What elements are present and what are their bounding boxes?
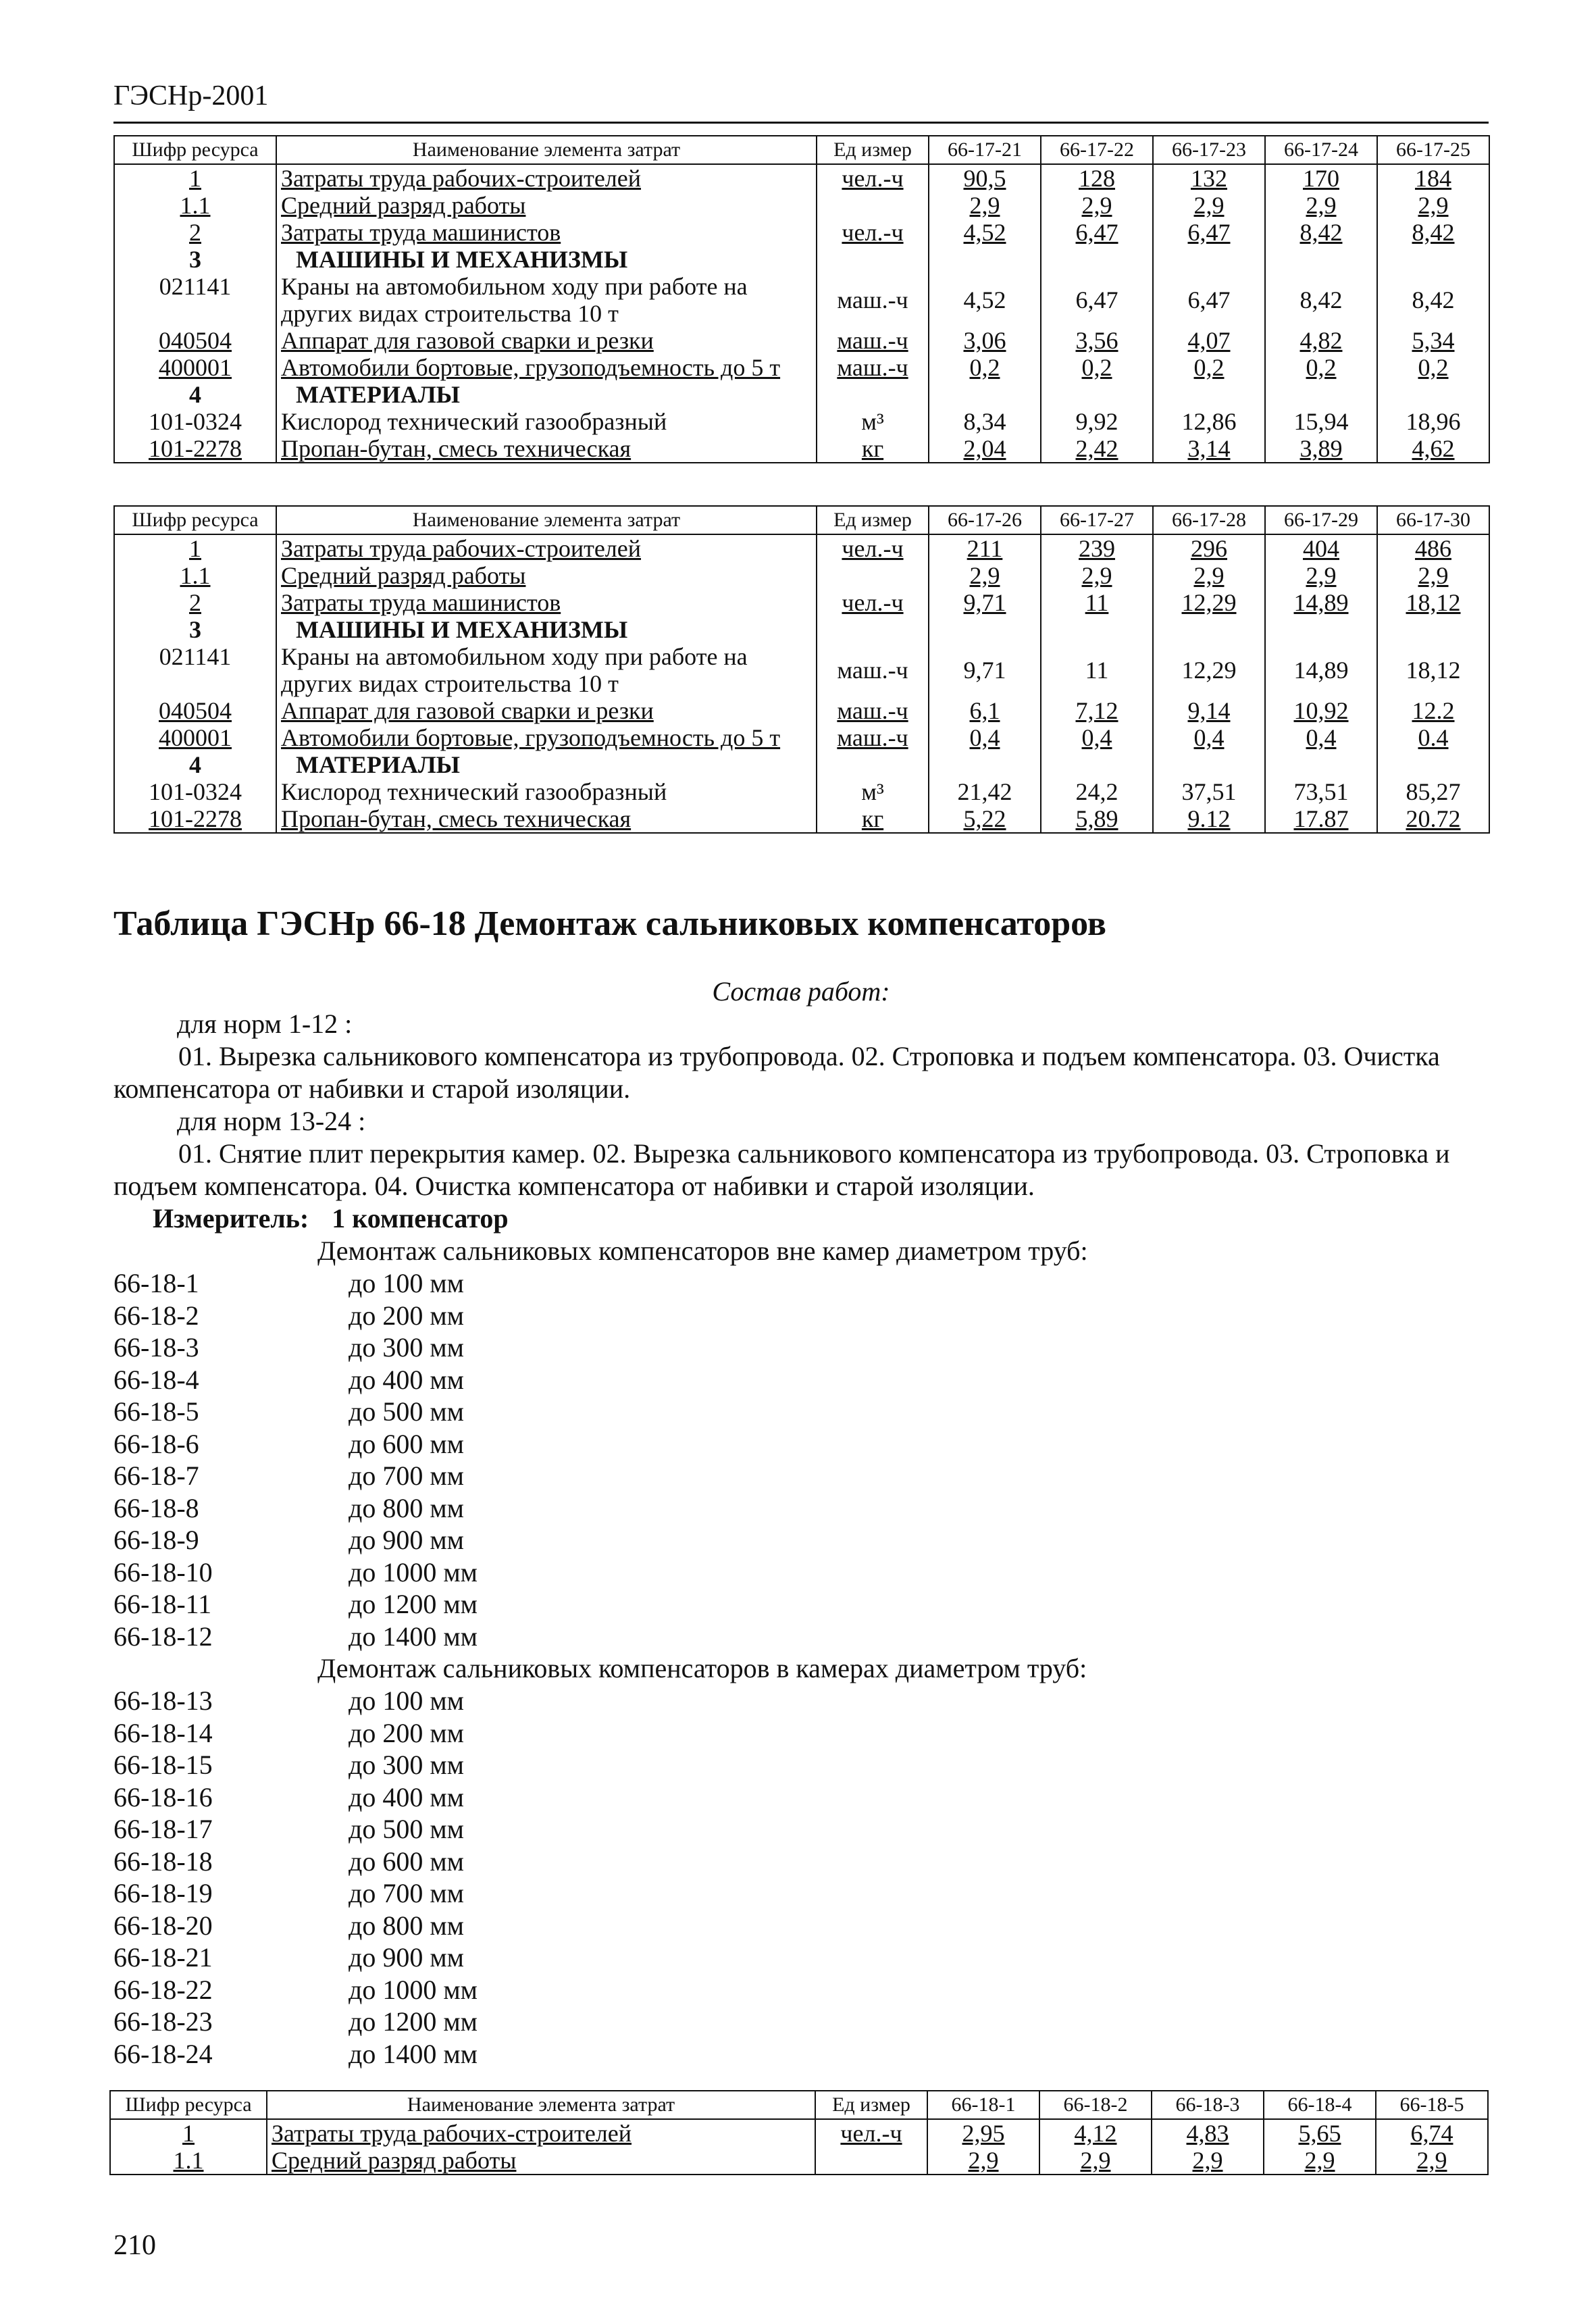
- cell-unit: [817, 562, 929, 589]
- cell-value: 2,9: [1265, 192, 1377, 219]
- cell-code: 101-2278: [114, 435, 276, 463]
- cell-unit: маш.-ч: [817, 697, 929, 724]
- running-header: ГЭСНр-2001: [113, 80, 269, 111]
- cell-value: 6,47: [1041, 273, 1153, 327]
- col-header-norm: 66-17-29: [1265, 506, 1377, 534]
- cell-value: 4,62: [1377, 435, 1489, 463]
- norm-code: 66-18-15: [113, 1750, 213, 1780]
- list-item: [113, 1813, 478, 1846]
- cell-name: Кислород технический газообразный: [276, 408, 817, 435]
- norm-code: 66-18-13: [113, 1685, 213, 1716]
- cell-value: 2,42: [1041, 435, 1153, 463]
- cell-value: 0,2: [1153, 354, 1265, 381]
- page-number: 210: [113, 2230, 156, 2261]
- cell-value: 132: [1153, 164, 1265, 192]
- cell-value: 8,42: [1265, 273, 1377, 327]
- list-item: [113, 1974, 478, 2006]
- section-row: [114, 246, 1489, 273]
- table-header-row: [114, 506, 1489, 534]
- section-row: [114, 616, 1489, 643]
- norm-desc: до 300 мм: [349, 1750, 464, 1780]
- cell-unit: маш.-ч: [817, 354, 929, 381]
- cell-value: 404: [1265, 534, 1377, 562]
- col-header-norm: 66-18-4: [1264, 2091, 1376, 2119]
- col-header-unit: Ед измер: [817, 506, 929, 534]
- list-item: [113, 1941, 478, 1974]
- cell-unit: маш.-ч: [817, 724, 929, 751]
- table-row: [114, 408, 1489, 435]
- cell-name: Затраты труда машинистов: [276, 219, 817, 246]
- col-header-name: Наименование элемента затрат: [276, 136, 817, 164]
- table-header-row: [114, 136, 1489, 164]
- cell-value: 8,42: [1265, 219, 1377, 246]
- cell-name: Затраты труда рабочих-строителей: [276, 164, 817, 192]
- cell-unit: чел.-ч: [817, 219, 929, 246]
- cell-unit: [817, 192, 929, 219]
- table-row: [114, 435, 1489, 463]
- list-item: [113, 1685, 478, 1717]
- norm-desc: до 200 мм: [349, 1300, 464, 1331]
- cell-value: 3,56: [1041, 327, 1153, 354]
- table-row: [114, 589, 1489, 616]
- section-row: [114, 381, 1489, 408]
- list-item: [113, 1524, 478, 1556]
- norm-desc: до 1400 мм: [349, 2038, 478, 2069]
- cell-code: 101-0324: [114, 778, 276, 805]
- col-header-norm: 66-17-27: [1041, 506, 1153, 534]
- list-item: [113, 1588, 478, 1621]
- col-header-norm: 66-17-28: [1153, 506, 1265, 534]
- cell-unit: маш.-ч: [817, 273, 929, 327]
- cell-value: 128: [1041, 164, 1153, 192]
- list-item: [113, 1428, 478, 1460]
- cell-value: 2,04: [929, 435, 1041, 463]
- cell-code: 1.1: [114, 192, 276, 219]
- meter-label: Измеритель:: [153, 1203, 309, 1234]
- header-rule: [113, 122, 1489, 124]
- list-item: [113, 2006, 478, 2038]
- section-row: [114, 751, 1489, 778]
- cell-value: 170: [1265, 164, 1377, 192]
- norm-code: 66-18-12: [113, 1621, 213, 1652]
- table-row: [114, 643, 1489, 697]
- cell-unit: чел.-ч: [817, 534, 929, 562]
- norm-desc: до 1200 мм: [349, 2006, 478, 2037]
- cell-name: Автомобили бортовые, грузоподъемность до 5 т: [276, 724, 817, 751]
- cell-unit: чел.-ч: [817, 164, 929, 192]
- norms-13-24-label: для норм 13-24 :: [177, 1106, 366, 1136]
- col-header-norm: 66-18-2: [1039, 2091, 1152, 2119]
- table-row: [114, 354, 1489, 381]
- table-header-row: [110, 2091, 1488, 2119]
- norm-list-in-chambers: [113, 1685, 478, 2070]
- cell-name: Средний разряд работы: [276, 562, 817, 589]
- cell-value: 4,83: [1152, 2119, 1264, 2147]
- section-title: МАШИНЫ И МЕХАНИЗМЫ: [276, 616, 817, 643]
- section-title: Таблица ГЭСНр 66-18 Демонтаж сальниковых компенсаторов: [113, 905, 1106, 943]
- cell-value: 7,12: [1041, 697, 1153, 724]
- norms-1-12-text: 01. Вырезка сальникового компенсатора из трубопровода. 02. Строповка и подъем компенсатора. 03. Очистка компенсатора от набивки и старой изоляции.: [113, 1041, 1440, 1104]
- norm-desc: до 1000 мм: [349, 1974, 478, 2005]
- cell-value: 0,2: [929, 354, 1041, 381]
- norm-code: 66-18-4: [113, 1364, 199, 1395]
- col-header-unit: Ед измер: [817, 136, 929, 164]
- norm-code: 66-18-6: [113, 1428, 199, 1459]
- list-item: [113, 1331, 478, 1364]
- table-row: [114, 273, 1489, 327]
- cell-value: 2,9: [929, 192, 1041, 219]
- cell-name: Затраты труда рабочих-строителей: [276, 534, 817, 562]
- norm-desc: до 1000 мм: [349, 1556, 478, 1587]
- col-header-norm: 66-18-1: [927, 2091, 1039, 2119]
- list-item: [113, 1749, 478, 1781]
- col-header-norm: 66-17-25: [1377, 136, 1489, 164]
- col-header-norm: 66-17-24: [1265, 136, 1377, 164]
- cell-name: Средний разряд работы: [276, 192, 817, 219]
- cell-code: 040504: [114, 327, 276, 354]
- cell-value: 4,07: [1153, 327, 1265, 354]
- cell-value: 6,1: [929, 697, 1041, 724]
- cell-value: 3,06: [929, 327, 1041, 354]
- cell-value: 37,51: [1153, 778, 1265, 805]
- cell-value: 0,2: [1377, 354, 1489, 381]
- cell-unit: чел.-ч: [817, 589, 929, 616]
- cell-value: 90,5: [929, 164, 1041, 192]
- cell-code: 2: [114, 219, 276, 246]
- cell-unit: маш.-ч: [817, 327, 929, 354]
- cell-value: 21,42: [929, 778, 1041, 805]
- norm-desc: до 700 мм: [349, 1460, 464, 1491]
- cell-unit: кг: [817, 435, 929, 463]
- norm-desc: до 500 мм: [349, 1396, 464, 1427]
- cell-unit: [815, 2147, 927, 2175]
- list-item: [113, 1364, 478, 1396]
- cell-value: 2,9: [1153, 562, 1265, 589]
- table-row: [110, 2147, 1488, 2175]
- cell-value: 73,51: [1265, 778, 1377, 805]
- list-item: [113, 1717, 478, 1750]
- cell-value: 2,9: [1264, 2147, 1376, 2175]
- table-row: [110, 2119, 1488, 2147]
- norm-desc: до 100 мм: [349, 1685, 464, 1716]
- cell-value: 8,42: [1377, 273, 1489, 327]
- norm-desc: до 400 мм: [349, 1364, 464, 1395]
- norm-desc: до 300 мм: [349, 1332, 464, 1363]
- norm-desc: до 800 мм: [349, 1910, 464, 1941]
- table-row: [114, 562, 1489, 589]
- col-header-code: Шифр ресурса: [110, 2091, 267, 2119]
- norm-code: 66-18-16: [113, 1781, 213, 1812]
- meter-value: 1 компенсатор: [332, 1203, 509, 1234]
- col-header-norm: 66-18-5: [1376, 2091, 1488, 2119]
- list-item: [113, 1396, 478, 1428]
- cell-value: 2,9: [1153, 192, 1265, 219]
- norm-code: 66-18-10: [113, 1556, 213, 1587]
- norm-code: 66-18-5: [113, 1396, 199, 1427]
- table-row: [114, 534, 1489, 562]
- cell-value: 2,9: [1041, 562, 1153, 589]
- group1-heading: Демонтаж сальниковых компенсаторов вне камер диаметром труб:: [317, 1236, 1088, 1266]
- cell-value: 18,12: [1377, 643, 1489, 697]
- cell-name: Пропан-бутан, смесь техническая: [276, 805, 817, 833]
- cell-value: 4,52: [929, 219, 1041, 246]
- norm-code: 66-18-22: [113, 1974, 213, 2005]
- cell-name: Краны на автомобильном ходу при работе на других видах строительства 10 т: [276, 273, 817, 327]
- cell-code: 1: [114, 164, 276, 192]
- cell-name: Краны на автомобильном ходу при работе на других видах строительства 10 т: [276, 643, 817, 697]
- cell-code: 021141: [114, 273, 276, 327]
- cell-value: 6,47: [1041, 219, 1153, 246]
- cell-value: 0,2: [1041, 354, 1153, 381]
- cell-value: 2,9: [1377, 192, 1489, 219]
- group2-heading: Демонтаж сальниковых компенсаторов в камерах диаметром труб:: [317, 1653, 1087, 1683]
- norm-code: 66-18-2: [113, 1300, 199, 1331]
- resource-table-2: [113, 505, 1490, 834]
- cell-value: 0,4: [929, 724, 1041, 751]
- cell-value: 5,89: [1041, 805, 1153, 833]
- cell-value: 2,9: [1152, 2147, 1264, 2175]
- cell-value: 6,47: [1153, 273, 1265, 327]
- cell-value: 0.4: [1377, 724, 1489, 751]
- cell-value: 5,22: [929, 805, 1041, 833]
- cell-value: 12,29: [1153, 643, 1265, 697]
- cell-value: 2,9: [1041, 192, 1153, 219]
- cell-code: 400001: [114, 354, 276, 381]
- cell-value: 2,9: [1377, 562, 1489, 589]
- cell-unit: кг: [817, 805, 929, 833]
- cell-value: 14,89: [1265, 589, 1377, 616]
- col-header-norm: 66-17-23: [1153, 136, 1265, 164]
- cell-value: 17.87: [1265, 805, 1377, 833]
- cell-code: 3: [114, 616, 276, 643]
- cell-code: 400001: [114, 724, 276, 751]
- norm-code: 66-18-8: [113, 1492, 199, 1523]
- cell-value: 4,82: [1265, 327, 1377, 354]
- cell-name: Средний разряд работы: [267, 2147, 815, 2175]
- cell-code: 4: [114, 381, 276, 408]
- cell-name: Кислород технический газообразный: [276, 778, 817, 805]
- cell-value: 3,89: [1265, 435, 1377, 463]
- norm-desc: до 600 мм: [349, 1846, 464, 1877]
- norm-desc: до 600 мм: [349, 1428, 464, 1459]
- cell-value: 14,89: [1265, 643, 1377, 697]
- cell-value: 184: [1377, 164, 1489, 192]
- norms-13-24-text: 01. Снятие плит перекрытия камер. 02. Вырезка сальникового компенсатора из трубопровода. 03. Строповка и подъем компенсатора. 04. Очистка компенсатора от набивки и старой изоляции.: [113, 1138, 1450, 1201]
- cell-value: 5,34: [1377, 327, 1489, 354]
- cell-value: 2,95: [927, 2119, 1039, 2147]
- cell-unit: маш.-ч: [817, 643, 929, 697]
- cell-value: 486: [1377, 534, 1489, 562]
- cell-name: Затраты труда машинистов: [276, 589, 817, 616]
- norm-code: 66-18-23: [113, 2006, 213, 2037]
- norm-desc: до 900 мм: [349, 1525, 464, 1555]
- cell-code: 2: [114, 589, 276, 616]
- cell-code: 1.1: [114, 562, 276, 589]
- table-row: [114, 697, 1489, 724]
- norm-desc: до 500 мм: [349, 1814, 464, 1844]
- norm-code: 66-18-3: [113, 1332, 199, 1363]
- col-header-name: Наименование элемента затрат: [267, 2091, 815, 2119]
- cell-value: 2,9: [1376, 2147, 1488, 2175]
- cell-name: Затраты труда рабочих-строителей: [267, 2119, 815, 2147]
- cell-value: 239: [1041, 534, 1153, 562]
- norm-desc: до 400 мм: [349, 1781, 464, 1812]
- cell-value: 9,71: [929, 589, 1041, 616]
- list-item: [113, 2038, 478, 2070]
- list-item: [113, 1621, 478, 1653]
- list-item: [113, 1846, 478, 1878]
- col-header-norm: 66-18-3: [1152, 2091, 1264, 2119]
- table-row: [114, 164, 1489, 192]
- cell-value: 12,29: [1153, 589, 1265, 616]
- norm-list-outside-chambers: [113, 1267, 478, 1652]
- cell-value: 9,14: [1153, 697, 1265, 724]
- cell-code: 040504: [114, 697, 276, 724]
- table-row: [114, 778, 1489, 805]
- table-row: [114, 219, 1489, 246]
- col-header-norm: 66-17-30: [1377, 506, 1489, 534]
- cell-value: 9,71: [929, 643, 1041, 697]
- resource-table-3: [109, 2090, 1489, 2175]
- col-header-code: Шифр ресурса: [114, 136, 276, 164]
- cell-value: 18,96: [1377, 408, 1489, 435]
- list-item: [113, 1556, 478, 1589]
- cell-value: 5,65: [1264, 2119, 1376, 2147]
- col-header-norm: 66-17-26: [929, 506, 1041, 534]
- cell-value: 85,27: [1377, 778, 1489, 805]
- norm-code: 66-18-11: [113, 1589, 212, 1619]
- norm-code: 66-18-19: [113, 1878, 213, 1908]
- cell-value: 2,9: [929, 562, 1041, 589]
- col-header-norm: 66-17-22: [1041, 136, 1153, 164]
- cell-value: 9,92: [1041, 408, 1153, 435]
- cell-value: 4,52: [929, 273, 1041, 327]
- norm-code: 66-18-18: [113, 1846, 213, 1877]
- section-title: МАТЕРИАЛЫ: [276, 751, 817, 778]
- cell-code: 1: [114, 534, 276, 562]
- cell-name: Аппарат для газовой сварки и резки: [276, 327, 817, 354]
- cell-code: 101-2278: [114, 805, 276, 833]
- norm-code: 66-18-1: [113, 1268, 199, 1298]
- norm-desc: до 800 мм: [349, 1492, 464, 1523]
- cell-value: 6,47: [1153, 219, 1265, 246]
- norm-code: 66-18-24: [113, 2038, 213, 2069]
- norm-desc: до 200 мм: [349, 1717, 464, 1748]
- col-header-name: Наименование элемента затрат: [276, 506, 817, 534]
- cell-value: 4,12: [1039, 2119, 1152, 2147]
- cell-code: 101-0324: [114, 408, 276, 435]
- cell-code: 1: [110, 2119, 267, 2147]
- list-item: [113, 1910, 478, 1942]
- norms-1-12-label: для норм 1-12 :: [177, 1009, 353, 1039]
- cell-value: 15,94: [1265, 408, 1377, 435]
- cell-value: 2,9: [1039, 2147, 1152, 2175]
- cell-value: 3,14: [1153, 435, 1265, 463]
- col-header-norm: 66-17-21: [929, 136, 1041, 164]
- cell-value: 6,74: [1376, 2119, 1488, 2147]
- table-row: [114, 805, 1489, 833]
- cell-value: 0,4: [1265, 724, 1377, 751]
- resource-table-1: [113, 135, 1490, 463]
- cell-value: 20.72: [1377, 805, 1489, 833]
- cell-value: 18,12: [1377, 589, 1489, 616]
- cell-value: 11: [1041, 589, 1153, 616]
- table-row: [114, 724, 1489, 751]
- cell-unit: м³: [817, 408, 929, 435]
- cell-value: 2,9: [1265, 562, 1377, 589]
- cell-name: Пропан-бутан, смесь техническая: [276, 435, 817, 463]
- cell-value: 11: [1041, 643, 1153, 697]
- norm-desc: до 700 мм: [349, 1878, 464, 1908]
- cell-value: 0,2: [1265, 354, 1377, 381]
- cell-value: 8,42: [1377, 219, 1489, 246]
- cell-value: 10,92: [1265, 697, 1377, 724]
- cell-value: 9.12: [1153, 805, 1265, 833]
- section-title: МАШИНЫ И МЕХАНИЗМЫ: [276, 246, 817, 273]
- cell-code: 1.1: [110, 2147, 267, 2175]
- norm-desc: до 900 мм: [349, 1942, 464, 1973]
- norm-code: 66-18-9: [113, 1525, 199, 1555]
- cell-name: Автомобили бортовые, грузоподъемность до 5 т: [276, 354, 817, 381]
- cell-name: Аппарат для газовой сварки и резки: [276, 697, 817, 724]
- cell-code: 4: [114, 751, 276, 778]
- list-item: [113, 1877, 478, 1910]
- cell-value: 24,2: [1041, 778, 1153, 805]
- cell-value: 0,4: [1153, 724, 1265, 751]
- list-item: [113, 1267, 478, 1300]
- cell-value: 211: [929, 534, 1041, 562]
- list-item: [113, 1300, 478, 1332]
- cell-value: 2,9: [927, 2147, 1039, 2175]
- cell-unit: чел.-ч: [815, 2119, 927, 2147]
- col-header-code: Шифр ресурса: [114, 506, 276, 534]
- norm-desc: до 100 мм: [349, 1268, 464, 1298]
- meter-line: [153, 1202, 1487, 1235]
- section-title: МАТЕРИАЛЫ: [276, 381, 817, 408]
- cell-value: 8,34: [929, 408, 1041, 435]
- norm-desc: до 1400 мм: [349, 1621, 478, 1652]
- norm-code: 66-18-7: [113, 1460, 199, 1491]
- cell-value: 0,4: [1041, 724, 1153, 751]
- list-item: [113, 1492, 478, 1525]
- list-item: [113, 1781, 478, 1814]
- norm-code: 66-18-14: [113, 1717, 213, 1748]
- cell-value: 12.2: [1377, 697, 1489, 724]
- norm-desc: до 1200 мм: [349, 1589, 478, 1619]
- norm-code: 66-18-17: [113, 1814, 213, 1844]
- cell-code: 3: [114, 246, 276, 273]
- col-header-unit: Ед измер: [815, 2091, 927, 2119]
- norm-code: 66-18-20: [113, 1910, 213, 1941]
- table-row: [114, 192, 1489, 219]
- cell-value: 296: [1153, 534, 1265, 562]
- list-item: [113, 1460, 478, 1492]
- cell-unit: м³: [817, 778, 929, 805]
- norm-code: 66-18-21: [113, 1942, 213, 1973]
- cell-code: 021141: [114, 643, 276, 697]
- works-heading: Состав работ:: [712, 976, 890, 1007]
- table-row: [114, 327, 1489, 354]
- cell-value: 12,86: [1153, 408, 1265, 435]
